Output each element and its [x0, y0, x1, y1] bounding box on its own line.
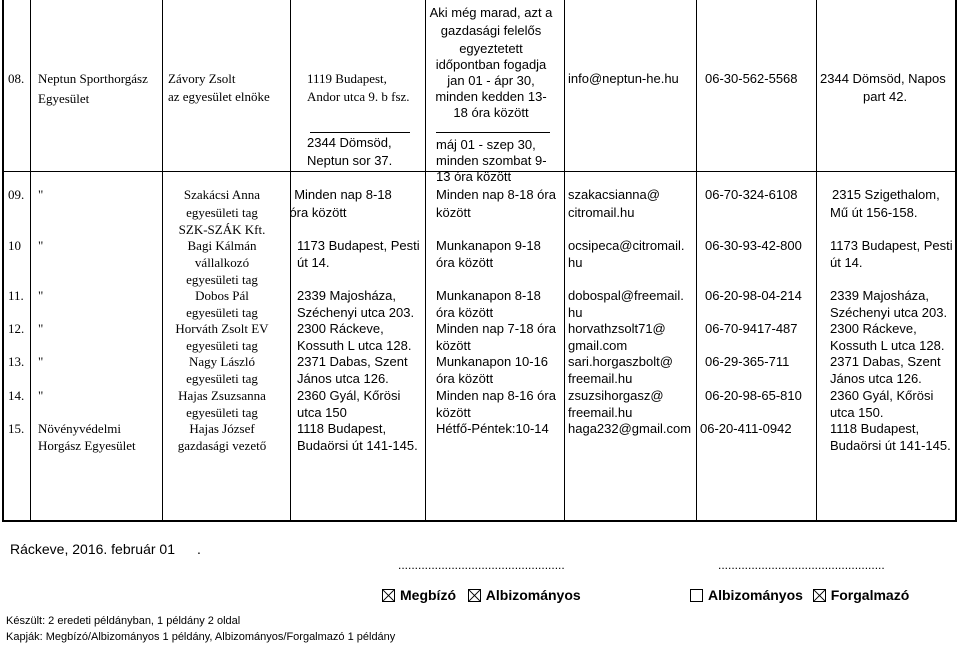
phone-number: 06-20-98-04-214 — [705, 288, 802, 303]
address-line: 2360 Gyál, Kőrösi — [297, 388, 401, 403]
hours-line: Hétfő-Péntek:10-14 — [436, 421, 549, 436]
email-line[interactable]: gmail.com — [568, 338, 628, 353]
address-line: 2339 Majosháza, — [297, 288, 397, 303]
phone-number: 06-20-98-65-810 — [705, 388, 802, 403]
representative-line: Hajas József — [189, 421, 255, 436]
phone-number: 06-70-324-6108 — [705, 187, 798, 202]
row-number: 14. — [8, 388, 25, 403]
email-line[interactable]: hu — [568, 255, 583, 270]
contact-line: 2360 Gyál, Kőrösi — [830, 388, 934, 403]
representative-line: egyesületi tag — [186, 338, 258, 353]
hours-line: óra között — [436, 255, 494, 270]
signature-dots-right: .................................................. — [718, 558, 885, 572]
email-line[interactable]: sari.horgaszbolt@ — [568, 354, 673, 369]
representative-line: Dobos Pál — [195, 288, 249, 303]
row-number: 12. — [8, 321, 25, 336]
hours-line: között — [436, 338, 471, 353]
phone-number: 06-20-411-0942 — [700, 421, 792, 436]
row-number: 15. — [8, 421, 25, 436]
address-line: 1173 Budapest, Pesti — [297, 238, 420, 253]
contact-line: part 42. — [863, 89, 908, 104]
hours-line: időpontban fogadja — [435, 57, 547, 72]
hours-line: minden szombat 9- — [436, 153, 547, 168]
period: . — [197, 541, 201, 557]
address-line: Neptun sor 37. — [307, 153, 393, 168]
hours-line: máj 01 - szep 30, — [436, 137, 536, 152]
email-line[interactable]: freemail.hu — [568, 405, 633, 420]
address-line: 1118 Budapest, — [297, 421, 387, 436]
contact-line: János utca 126. — [830, 371, 922, 386]
checked-box-icon[interactable] — [813, 589, 826, 602]
hours-line: minden kedden 13- — [435, 89, 547, 104]
email-line[interactable]: freemail.hu — [568, 371, 633, 386]
representative-line: Bagi Kálmán — [187, 238, 257, 253]
phone-number: 06-30-93-42-800 — [705, 238, 802, 253]
address-line: János utca 126. — [297, 371, 389, 386]
email-line[interactable]: szakacsianna@ — [568, 187, 660, 202]
column-divider — [696, 0, 697, 520]
representative-line: Horváth Zsolt EV — [175, 321, 269, 336]
albizomanyos-label: Albizományos — [485, 587, 581, 603]
contact-line: Széchenyi utca 203. — [830, 305, 948, 320]
hours-line: egyeztetett — [459, 41, 523, 56]
org-name-line: Egyesület — [38, 91, 90, 106]
email-line[interactable]: ocsipeca@citromail. — [568, 238, 685, 253]
underline — [310, 132, 410, 133]
row-number: 09. — [8, 187, 25, 202]
hours-line: Minden nap 8-16 óra — [436, 388, 556, 403]
representative-line: SZK-SZÁK Kft. — [178, 222, 266, 237]
underline — [436, 132, 550, 133]
recipients-note: Kapják: Megbízó/Albizományos 1 példány, Albizományos/Forgalmazó 1 példány — [6, 631, 396, 643]
column-divider — [30, 0, 31, 520]
contact-line: Kossuth L utca 128. — [830, 338, 945, 353]
hours-line: gazdasági felelős — [440, 23, 542, 38]
representative-line: Hajas Zsuzsanna — [178, 388, 266, 403]
representative-line: egyesületi tag — [186, 405, 258, 420]
ditto-mark: " — [38, 187, 44, 202]
unchecked-box-icon[interactable] — [690, 589, 703, 602]
contact-line: utca 150. — [830, 405, 884, 420]
org-name-line: Horgász Egyesület — [38, 438, 136, 453]
contact-line: Budaörsi út 141-145. — [830, 438, 951, 453]
place-date-text: Ráckeve, 2016. február 01 — [10, 541, 175, 557]
address-line: Andor utca 9. b fsz. — [307, 89, 410, 104]
email-line[interactable]: dobospal@freemail. — [568, 288, 684, 303]
ditto-mark: " — [38, 321, 44, 336]
forgalmazo-label: Forgalmazó — [830, 587, 910, 603]
hours-line: óra között — [436, 305, 494, 320]
hours-line: Aki még marad, azt a — [429, 5, 553, 20]
hours-line: jan 01 - ápr 30, — [447, 73, 535, 88]
representative-line: Závory Zsolt — [168, 71, 236, 86]
representative-line: az egyesület elnöke — [168, 89, 270, 104]
checked-box-icon[interactable] — [382, 589, 395, 602]
representative-line: egyesületi tag — [186, 205, 258, 220]
copies-note: Készült: 2 eredeti példányban, 1 példány 2 oldal — [6, 615, 241, 627]
org-name-line: Növényvédelmi — [38, 421, 122, 436]
ditto-mark: " — [38, 388, 44, 403]
contact-line: 2339 Majosháza, — [830, 288, 930, 303]
signature-role-right — [690, 587, 909, 603]
hours-line: között — [436, 205, 471, 220]
address-line: 1119 Budapest, — [307, 71, 387, 86]
contact-line: 1173 Budapest, Pesti — [830, 238, 953, 253]
ditto-mark: " — [38, 238, 44, 253]
representative-line: gazdasági vezető — [177, 438, 267, 453]
column-divider — [564, 0, 565, 520]
email-line[interactable]: citromail.hu — [568, 205, 635, 220]
address-line: Budaörsi út 141-145. — [297, 438, 418, 453]
signature-role-left — [382, 587, 581, 603]
checked-box-icon[interactable] — [468, 589, 481, 602]
email-address[interactable]: info@neptun-he.hu — [568, 71, 679, 86]
place-date — [10, 541, 201, 557]
ditto-mark: " — [38, 354, 44, 369]
org-name-line: Neptun Sporthorgász — [38, 71, 148, 86]
contact-line: 2344 Dömsöd, Napos — [820, 71, 946, 86]
column-divider — [816, 0, 817, 520]
phone-number: 06-29-365-711 — [705, 354, 790, 369]
hours-line: között — [436, 405, 471, 420]
signature-dots-left: .................................................. — [398, 558, 565, 572]
email-line[interactable]: hu — [568, 305, 583, 320]
contact-line: út 14. — [830, 255, 863, 270]
address-line: 2344 Dömsöd, — [307, 135, 392, 150]
email-address[interactable]: haga232@gmail.com — [568, 421, 692, 436]
hours-line: Minden nap 8-18 óra — [436, 187, 556, 202]
address-line: Minden nap 8-18 — [294, 187, 392, 202]
address-line: Széchenyi utca 203. — [297, 305, 415, 320]
row-number: 08. — [8, 71, 25, 86]
row-number: 10 — [8, 238, 21, 253]
hours-line: Minden nap 7-18 óra — [436, 321, 556, 336]
representative-line: Nagy László — [188, 354, 256, 369]
address-line: 2371 Dabas, Szent — [297, 354, 408, 369]
representative-line: vállalkozó — [194, 255, 250, 270]
hours-line: Munkanapon 8-18 — [436, 288, 541, 303]
phone-number: 06-70-9417-487 — [705, 321, 798, 336]
ditto-mark: " — [38, 288, 44, 303]
hours-line: 18 óra között — [453, 105, 529, 120]
email-line[interactable]: zsuzsihorgasz@ — [568, 388, 664, 403]
representative-line: egyesületi tag — [186, 305, 258, 320]
contact-line: 2371 Dabas, Szent — [830, 354, 941, 369]
contact-line: 1118 Budapest, — [830, 421, 920, 436]
hours-line: Munkanapon 10-16 — [436, 354, 549, 369]
contact-line: 2315 Szigethalom, — [832, 187, 940, 202]
contact-line: Mű út 156-158. — [830, 205, 918, 220]
hours-line: óra között — [436, 371, 494, 386]
address-line: Kossuth L utca 128. — [297, 338, 412, 353]
row-number: 13. — [8, 354, 25, 369]
address-line: 2300 Ráckeve, — [297, 321, 384, 336]
contact-line: 2300 Ráckeve, — [830, 321, 917, 336]
address-line: út 14. — [297, 255, 330, 270]
hours-line: 13 óra között — [436, 169, 512, 184]
representative-line: egyesületi tag — [186, 371, 258, 386]
row-number: 11. — [8, 288, 24, 303]
albizomanyos-label: Albizományos — [708, 587, 803, 603]
megbizo-label: Megbízó — [400, 587, 456, 603]
hours-line: Munkanapon 9-18 — [436, 238, 541, 253]
representative-line: Szakácsi Anna — [183, 187, 261, 202]
email-line[interactable]: horvathzsolt71@ — [568, 321, 666, 336]
representative-line: egyesületi tag — [186, 272, 258, 287]
phone-number: 06-30-562-5568 — [705, 71, 798, 86]
address-line: óra között — [289, 205, 347, 220]
address-line: utca 150 — [297, 405, 347, 420]
